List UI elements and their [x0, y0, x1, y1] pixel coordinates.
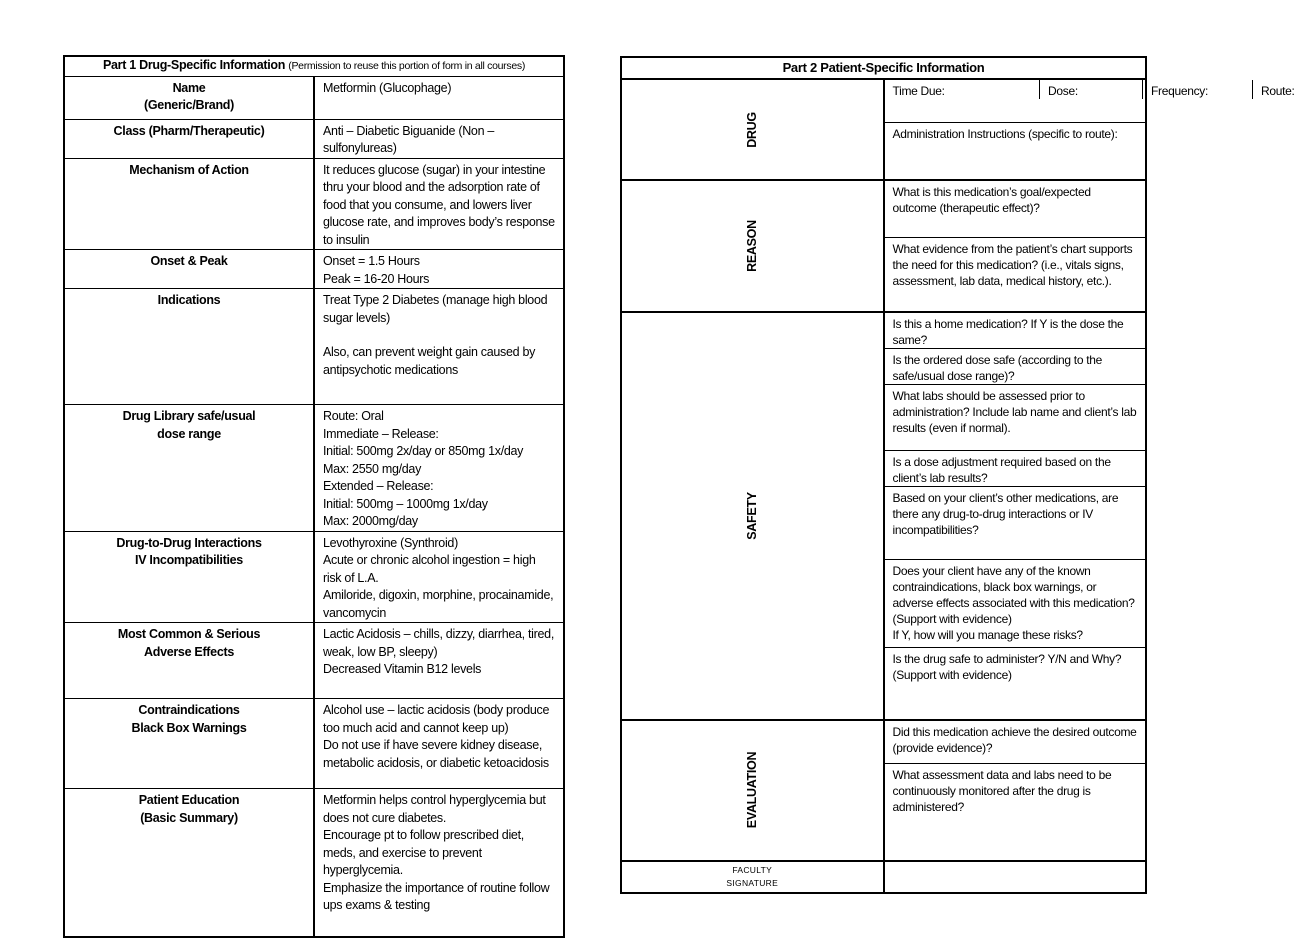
row-adverse-label — [64, 623, 314, 699]
row-mechanism-label — [64, 158, 314, 250]
value-line: Alcohol use – lactic acidosis (body produce too much acid and cannot keep up) — [323, 703, 550, 735]
value-line: Metformin helps control hyperglycemia but does not cure diabetes. — [323, 793, 546, 825]
faculty-signature-label — [621, 861, 884, 893]
label-line: Contraindications — [138, 703, 240, 717]
monitoring-question[interactable]: What assessment data and labs need to be continuously monitored after the drug is administered? — [884, 764, 1147, 861]
row-adverse-value[interactable] — [314, 623, 564, 699]
dose-field[interactable]: Dose: — [1040, 80, 1143, 99]
safe-to-administer-question[interactable]: Is the drug safe to administer? Y/N and Why? (Support with evidence) — [884, 648, 1147, 720]
dose-adjustment-question[interactable]: Is a dose adjustment required based on the client’s lab results? — [884, 451, 1147, 487]
row-class-label — [64, 119, 314, 158]
value-line: Max: 2550 mg/day — [323, 461, 422, 476]
drug-label-text: DRUG — [745, 111, 760, 148]
faculty-signature-field[interactable] — [884, 861, 1147, 893]
time-due-field[interactable]: Time Due: — [885, 80, 1040, 99]
row-interactions-label — [64, 531, 314, 623]
reason-section-label — [621, 180, 884, 312]
row-contraindications-value[interactable] — [314, 699, 564, 789]
value-line: Acute or chronic alcohol ingestion = high risk of L.A. — [323, 553, 536, 585]
part2-patient-info-table — [620, 56, 1295, 894]
admin-instructions-field[interactable]: Administration Instructions (specific to route): — [884, 122, 1147, 180]
drug-section-label — [621, 79, 884, 180]
label-line: (Basic Summary) — [140, 810, 238, 825]
drug-fields-row — [884, 79, 1295, 122]
value-line: Levothyroxine (Synthroid) — [323, 535, 458, 550]
label-line: dose range — [157, 426, 221, 441]
label-line: (Generic/Brand) — [144, 98, 234, 112]
blank-line — [323, 327, 555, 344]
label-line: Adverse Effects — [144, 644, 234, 659]
label-line: Drug-to-Drug Interactions — [116, 535, 262, 550]
value-line: Emphasize the importance of routine follow ups exams & testing — [323, 880, 550, 912]
outcome-question[interactable]: Did this medication achieve the desired outcome (provide evidence)? — [884, 720, 1147, 764]
label-line: Most Common & Serious — [117, 627, 261, 641]
value-line: Extended – Release: — [323, 479, 434, 493]
dose-safe-question[interactable]: Is the ordered dose safe (according to the safe/usual dose range)? — [884, 349, 1147, 385]
row-education-label — [64, 789, 314, 937]
safety-section-label — [621, 312, 884, 720]
value-line: Decreased Vitamin B12 levels — [323, 662, 482, 676]
value-line: Also, can prevent weight gain caused by antipsychotic medications — [323, 345, 536, 377]
signature-label-line: SIGNATURE — [726, 877, 779, 888]
value-line: Metformin (Glucophage) — [323, 80, 452, 95]
row-indications-value[interactable] — [314, 289, 564, 405]
row-education-value[interactable] — [314, 789, 564, 937]
row-contraindications-label — [64, 699, 314, 789]
value-line: Treat Type 2 Diabetes (manage high blood sugar levels) — [323, 293, 548, 325]
part1-drug-info-table — [63, 55, 565, 938]
value-line: Immediate – Release: — [323, 426, 439, 441]
row-name-value[interactable] — [314, 76, 564, 119]
value-line: Onset = 1.5 Hours — [323, 254, 420, 268]
label-line: Class (Pharm/Therapeutic) — [113, 123, 265, 138]
row-onset-value[interactable] — [314, 250, 564, 289]
contraindications-question[interactable]: Does your client have any of the known contraindications, black box warnings, or adverse effects associated with this medication? (Support with evidence) If Y, how will you manage these risks? — [884, 560, 1147, 648]
frequency-field[interactable]: Frequency: — [1143, 80, 1253, 99]
reason-label-text: REASON — [745, 220, 760, 272]
evaluation-section-label — [621, 720, 884, 861]
safety-label-text: SAFETY — [745, 491, 760, 540]
label-line: Onset & Peak — [150, 254, 228, 268]
row-dose-range-label — [64, 405, 314, 532]
signature-label-line: FACULTY — [732, 864, 773, 875]
value-line: Amiloride, digoxin, morphine, procainamide, vancomycin — [323, 588, 554, 620]
row-class-value[interactable] — [314, 119, 564, 158]
value-line: Route: Oral — [323, 409, 384, 423]
label-line: IV Incompatibilities — [135, 553, 243, 567]
value-line: Initial: 500mg 2x/day or 850mg 1x/day — [323, 444, 524, 458]
evidence-question[interactable]: What evidence from the patient’s chart supports the need for this medication? (i.e., vitals signs, assessment, lab data, medical history, etc.). — [884, 237, 1147, 312]
label-line: Drug Library safe/usual — [122, 409, 256, 423]
value-line: Max: 2000mg/day — [323, 514, 418, 528]
labs-question[interactable]: What labs should be assessed prior to administration? Include lab name and client’s lab results (even if normal). — [884, 385, 1147, 451]
label-line: Name — [172, 80, 206, 95]
label-line: Black Box Warnings — [131, 720, 247, 735]
value-line: Peak = 16-20 Hours — [323, 271, 430, 286]
part1-header — [64, 56, 564, 76]
row-interactions-value[interactable] — [314, 531, 564, 623]
drug-fields-table: Time Due: Dose: Frequency: Route: — [885, 80, 1253, 99]
row-dose-range-value[interactable] — [314, 405, 564, 532]
value-line: Lactic Acidosis – chills, dizzy, diarrhea, tired, weak, low BP, sleepy) — [323, 627, 555, 659]
part1-title-note: (Permission to reuse this portion of form in all courses) — [288, 60, 526, 72]
part1-title: Part 1 Drug-Specific Information — [102, 58, 286, 72]
value-line: It reduces glucose (sugar) in your intestine thru your blood and the adsorption rate of food that you consume, and lowers liver glucose rate, and improves body’s response to insulin — [323, 162, 555, 247]
label-line: Patient Education — [138, 793, 240, 807]
home-med-question[interactable]: Is this a home medication? If Y is the dose the same? — [884, 312, 1147, 349]
part2-header: Part 2 Patient-Specific Information — [621, 57, 1146, 79]
interactions-question[interactable]: Based on your client’s other medications, are there any drug-to-drug interactions or IV incompatibilities? — [884, 487, 1147, 560]
row-name-label — [64, 76, 314, 119]
goal-question[interactable]: What is this medication’s goal/expected outcome (therapeutic effect)? — [884, 180, 1147, 237]
label-line: Indications — [157, 293, 221, 307]
value-line: Do not use if have severe kidney disease, metabolic acidosis, or diabetic ketoacidosis — [323, 738, 549, 770]
value-line: Initial: 500mg – 1000mg 1x/day — [323, 496, 488, 511]
value-line: Anti – Diabetic Biguanide (Non – sulfonylureas) — [323, 123, 495, 155]
evaluation-label-text: EVALUATION — [745, 751, 760, 829]
row-onset-label — [64, 250, 314, 289]
row-mechanism-value[interactable] — [314, 158, 564, 250]
label-line: Mechanism of Action — [129, 162, 249, 177]
value-line: Encourage pt to follow prescribed diet, meds, and exercise to prevent hyperglycemia. — [323, 828, 524, 877]
row-indications-label — [64, 289, 314, 405]
